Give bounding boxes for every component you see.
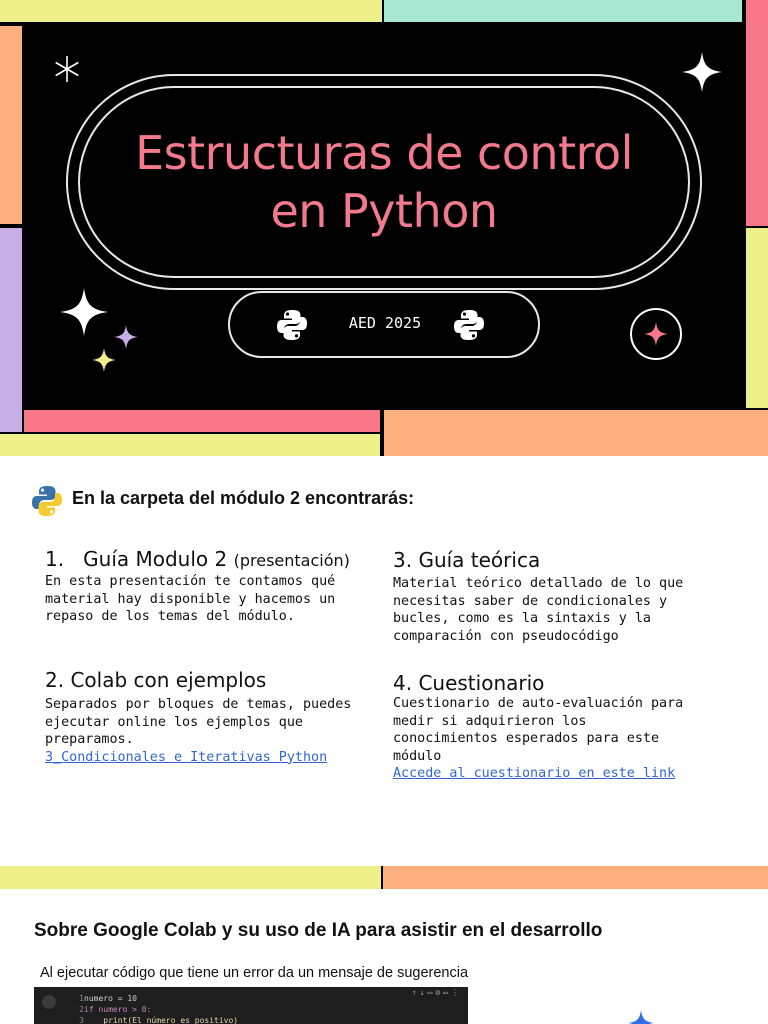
- subtitle-text: AED 2025: [348, 314, 422, 332]
- module-heading: En la carpeta del módulo 2 encontrarás:: [72, 488, 415, 508]
- divider-orange: [383, 866, 768, 889]
- colab-ai-heading: Sobre Google Colab y su uso de IA para asistir en el desarrollo: [34, 920, 603, 941]
- sparkle-star-icon: [682, 52, 722, 92]
- python-logo-icon: [30, 484, 64, 518]
- frame-block-pink-bottom: [24, 410, 380, 432]
- section-guia-modulo: [45, 547, 375, 626]
- section-body: Separados por bloques de temas, puedes ejecutar online los ejemplos que preparamos.: [45, 697, 352, 748]
- sparkle-star-icon: [60, 288, 108, 336]
- colab-gemini-icon: [628, 1010, 654, 1024]
- slide-title-line1: Estructuras de control: [135, 126, 633, 180]
- section-guia-teorica: [393, 548, 733, 645]
- pink-star-badge: [630, 308, 682, 360]
- quiz-link[interactable]: Accede al cuestionario en este link: [393, 766, 676, 782]
- section-title: 2. Colab con ejemplos: [45, 668, 267, 692]
- frame-block-orange-bottom: [384, 410, 768, 456]
- slide-title: [64, 124, 704, 240]
- section-colab: [45, 668, 375, 766]
- code-text: if numero > 0:: [84, 1005, 152, 1014]
- frame-block-orange-left: [0, 26, 22, 224]
- frame-block-yellow-bottom: [0, 434, 380, 456]
- colab-notebook-link[interactable]: 3_Condicionales e Iterativas Python: [45, 749, 328, 765]
- section-body: En esta presentación te contamos qué material hay disponible y hacemos un repaso de los temas del módulo.: [45, 574, 336, 625]
- code-line: [84, 1016, 238, 1024]
- section-title: 3. Guía teórica: [393, 548, 541, 572]
- sparkle-star-icon: [644, 322, 668, 346]
- section-cuestionario: [393, 671, 733, 783]
- section-body: Material teórico detallado de lo que necesitas saber de condicionales y bucles, como es la sintaxis y la comparación con pseudocódigo: [393, 576, 684, 644]
- python-logo-icon: [452, 308, 486, 342]
- section-title-note: (presentación): [233, 551, 350, 570]
- colab-ai-subtitle: Al ejecutar código que tiene un error da un mensaje de sugerencia: [40, 965, 469, 981]
- python-logo-icon: [275, 308, 309, 342]
- line-number: 1: [79, 994, 84, 1003]
- sparkle-star-icon: [114, 325, 138, 349]
- code-line: [84, 994, 137, 1003]
- frame-block-lavender-left: [0, 228, 22, 432]
- cell-toolbar-icons: ↑↓▭⚙▭⋮: [411, 988, 462, 997]
- frame-block-yellow-top: [0, 0, 382, 22]
- code-text: numero = 10: [84, 994, 137, 1003]
- frame-block-mint-top: [384, 0, 742, 22]
- line-number: 2: [79, 1005, 84, 1014]
- section-body: Cuestionario de auto-evaluación para medir si adquirieron los conocimientos esperados para este módulo: [393, 696, 684, 764]
- run-cell-icon: [42, 995, 56, 1009]
- section-title: [45, 547, 375, 573]
- code-line: [84, 1005, 151, 1014]
- code-text: print(El número es positivo): [84, 1016, 239, 1024]
- frame-block-yellow-right: [746, 228, 768, 408]
- frame-block-pink-right-top: [746, 0, 768, 226]
- divider-yellow: [0, 866, 381, 889]
- section-title-text: 1. Guía Modulo 2: [45, 547, 228, 571]
- section-title: 4. Cuestionario: [393, 671, 545, 695]
- code-cell-screenshot: [34, 987, 468, 1024]
- line-number: 3: [79, 1016, 84, 1024]
- asterisk-star-icon: [52, 54, 82, 84]
- sparkle-star-icon: [92, 348, 116, 372]
- slide-title-line2: en Python: [270, 184, 498, 238]
- title-slide: [0, 0, 768, 456]
